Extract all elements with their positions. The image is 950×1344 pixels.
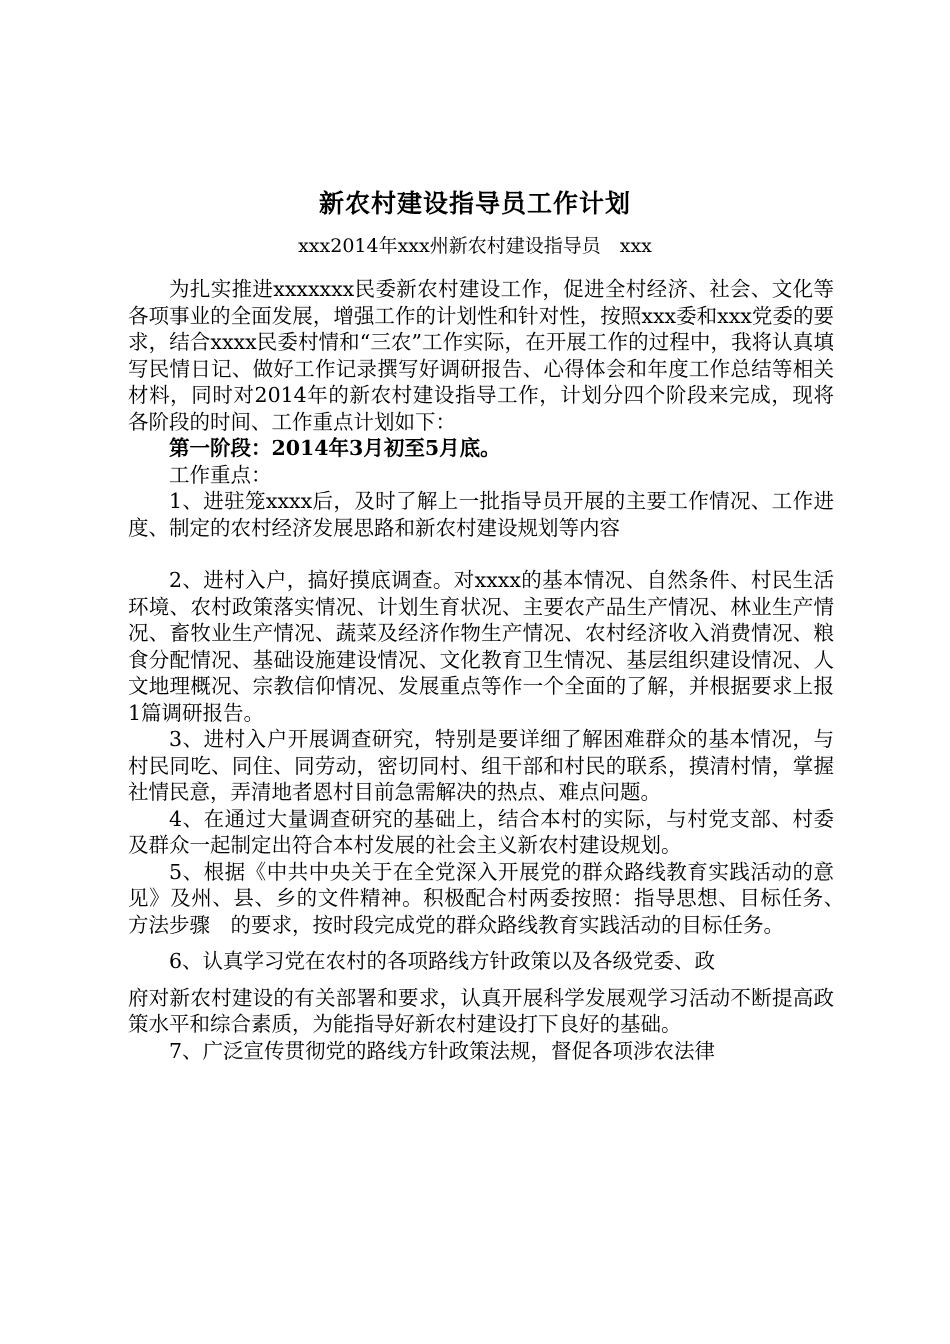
spacer — [128, 541, 834, 567]
item-2-paragraph: 2、进村入户，搞好摸底调查。对xxxx的基本情况、自然条件、村民生活环境、农村政策落实情况、计划生育状况、主要农产品生产情况、林业生产情况、畜牧业生产情况、蔬菜及经济作物生产情况、农村经济收入消费情况、粮食分配情况、基础设施建设情况、文化教育卫生情况、基层组织建设情况、人文地理概况、宗教信仰情况、发展重点等作一个全面的了解，并根据要求上报1篇调研报告。 — [128, 568, 834, 725]
item-4-paragraph: 4、在通过大量调查研究的基础上，结合本村的实际，与村党支部、村委及群众一起制定出符合本村发展的社会主义新农村建设规划。 — [128, 806, 834, 857]
document-subtitle: xxx2014年xxx州新农村建设指导员 xxx — [298, 235, 652, 257]
item-3-paragraph: 3、进村入户开展调查研究，特别是要详细了解困难群众的基本情况，与村民同吃、同住、同劳动，密切同村、组干部和村民的联系，摸清村情，掌握社情民意，弄清地者恩村目前急需解决的热点、难点问题。 — [128, 727, 834, 804]
item-7-paragraph: 7、广泛宣传贯彻党的路线方针政策法规，督促各项涉农法律 — [169, 1038, 716, 1063]
intro-paragraph: 为扎实推进xxxxxxx民委新农村建设工作，促进全村经济、社会、文化等各项事业的全面发展，增强工作的计划性和针对性，按照xxx委和xxx党委的要求，结合xxxx民委村情和“三农”工作实际，在开展工作的过程中，我将认真填写民情日记、做好工作记录撰写好调研报告、心得体会和年度工作总结等相关材料，同时对2014年的新农村建设指导工作，计划分四个阶段来完成，现将各阶段的时间、工作重点计划如下： — [128, 277, 834, 434]
document-body — [128, 276, 855, 1064]
item-5-paragraph: 5、根据《中共中央关于在全党深入开展党的群众路线教育实践活动的意见》及州、县、乡的文件精神。积极配合村两委按照：指导思想、目标任务、 方法步骤 的要求，按时段完成党的群众路线教育实践活动的目标任务。 — [128, 859, 855, 937]
item-1-paragraph: 1、进驻笼xxxx后，及时了解上一批指导员开展的主要工作情况、工作进度、制定的农村经济发展思路和新农村建设规划等内容 — [128, 489, 834, 540]
spacer — [128, 975, 834, 985]
stage-heading: 第一阶段：2014年3月初至5月底。 — [169, 436, 501, 460]
document-title: 新农村建设指导员工作计划 — [318, 189, 631, 218]
focus-label: 工作重点： — [169, 462, 272, 487]
item-6-paragraph-continued: 府对新农村建设的有关部署和要求，认真开展科学发展观学习活动不断提高政策水平和综合素质，为能指导好新农村建设打下良好的基础。 — [128, 985, 834, 1036]
spacer — [128, 938, 834, 948]
item-6-paragraph-start: 6、认真学习党在农村的各项路线方针政策以及各级党委、政 — [169, 949, 716, 973]
